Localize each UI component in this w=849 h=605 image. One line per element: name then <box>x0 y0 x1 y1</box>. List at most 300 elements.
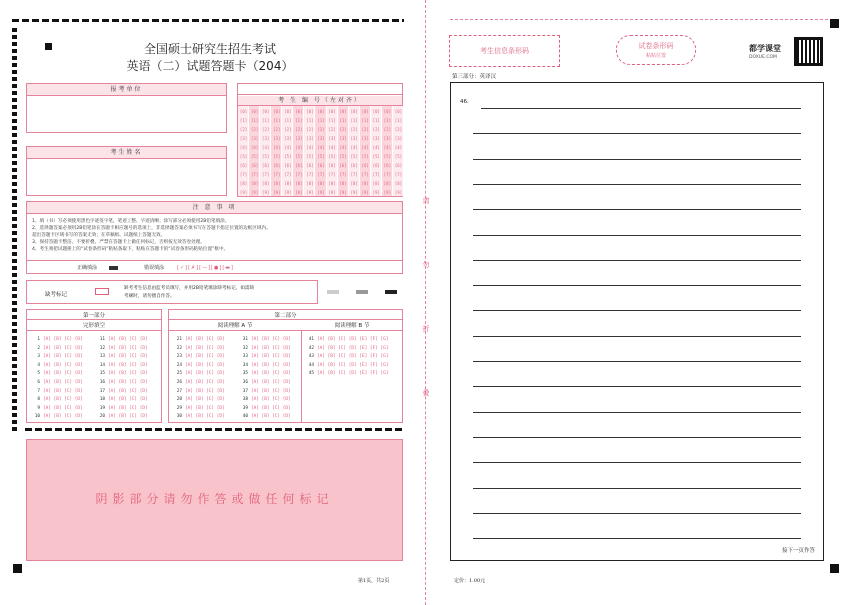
id-digit-bubble[interactable]: [1] <box>295 118 303 123</box>
id-digit-bubble[interactable]: [7] <box>361 172 369 177</box>
question-number: 26 <box>176 380 182 385</box>
answer-line[interactable] <box>473 513 801 514</box>
answer-line[interactable] <box>473 184 801 185</box>
question-row[interactable] <box>239 363 291 368</box>
id-digit-bubble[interactable]: [1] <box>328 118 336 123</box>
answer-options[interactable]: [A] [B] [C] [D] <box>108 354 148 360</box>
answer-line[interactable] <box>481 108 801 109</box>
id-digit-bubble[interactable]: [4] <box>328 145 336 150</box>
answer-options[interactable]: [A] [B] [C] [D] <box>251 354 291 360</box>
question-row[interactable] <box>173 371 225 376</box>
id-digit-bubble[interactable]: [3] <box>262 136 270 141</box>
answer-line[interactable] <box>473 209 801 210</box>
id-digit-bubble[interactable]: [3] <box>383 136 391 141</box>
question-number: 44 <box>308 362 314 368</box>
answer-line[interactable] <box>473 159 801 160</box>
id-digit-bubble[interactable]: [3] <box>284 136 292 141</box>
question-number: 27 <box>176 388 182 394</box>
answer-options[interactable]: [A] [B] [C] [D] <box>43 388 83 394</box>
id-digit-bubble[interactable]: [2] <box>383 127 391 132</box>
id-digit-bubble[interactable]: [9] <box>317 190 325 195</box>
name-label: 考生姓名 <box>27 147 226 159</box>
question-row[interactable] <box>239 337 291 342</box>
id-digit-bubble[interactable]: [4] <box>273 145 281 150</box>
id-digit-bubble[interactable]: [4] <box>361 145 369 150</box>
answer-options[interactable]: [A] [B] [C] [D] <box>108 337 148 342</box>
id-digit-bubble[interactable]: [5] <box>350 154 358 159</box>
answer-options[interactable]: [A] [B] [C] [D] <box>251 388 291 394</box>
id-digit-bubble[interactable]: [7] <box>317 172 325 177</box>
part1-sub: 完形填空 <box>82 323 105 329</box>
question-number: 20 <box>99 414 105 420</box>
question-row[interactable] <box>305 354 388 359</box>
id-digit-bubble[interactable]: [4] <box>317 145 325 150</box>
answer-line[interactable] <box>473 462 801 463</box>
id-digit-bubble[interactable]: [0] <box>262 109 270 114</box>
question-row[interactable] <box>239 346 291 351</box>
id-digit-bubble[interactable]: [6] <box>383 163 391 168</box>
question-number: 6 <box>37 380 40 385</box>
id-column[interactable] <box>260 106 271 196</box>
answer-options[interactable]: [A] [B] [C] [D] <box>185 337 225 342</box>
id-digit-bubble[interactable]: [3] <box>239 136 248 141</box>
question-row[interactable] <box>96 371 148 376</box>
answer-options[interactable]: [A] [B] [C] [D] <box>108 362 148 368</box>
id-digit-bubble[interactable]: [1] <box>239 118 248 123</box>
id-digit-bubble[interactable]: [3] <box>339 136 347 141</box>
id-digit-bubble[interactable]: [9] <box>394 190 403 195</box>
id-digit-bubble[interactable]: [2] <box>295 127 303 132</box>
qr-code-icon <box>794 37 823 66</box>
question-row[interactable] <box>31 397 83 402</box>
answer-options[interactable]: [A] [B] [C] [D] [E] [F] [G] <box>317 371 389 377</box>
id-digit-bubble[interactable]: [1] <box>339 118 347 123</box>
id-digit-bubble[interactable]: [6] <box>273 163 281 168</box>
id-digit-bubble[interactable]: [0] <box>284 109 292 114</box>
answer-options[interactable]: [A] [B] [C] [D] [E] [F] [G] <box>317 337 389 342</box>
id-digit-bubble[interactable]: [7] <box>383 172 391 177</box>
id-digit-bubble[interactable]: [2] <box>317 127 325 132</box>
answer-options[interactable]: [A] [B] [C] [D] <box>43 371 83 377</box>
logo-sub: DOXUE.COM <box>749 55 777 60</box>
id-digit-bubble[interactable]: [8] <box>394 181 403 186</box>
candidate-id-grid[interactable] <box>238 106 402 196</box>
id-digit-bubble[interactable]: [1] <box>383 118 391 123</box>
question-row[interactable] <box>305 337 388 342</box>
id-digit-bubble[interactable]: [5] <box>383 154 391 159</box>
question-row[interactable] <box>96 414 148 419</box>
answer-line[interactable] <box>473 538 801 539</box>
id-digit-bubble[interactable]: [7] <box>394 172 403 177</box>
id-digit-bubble[interactable]: [6] <box>339 163 347 168</box>
id-digit-bubble[interactable]: [7] <box>372 172 380 177</box>
answer-options[interactable]: [A] [B] [C] [D] <box>185 397 225 403</box>
id-digit-bubble[interactable]: [0] <box>394 109 403 114</box>
question-row[interactable] <box>305 363 388 368</box>
id-digit-bubble[interactable]: [6] <box>250 163 259 168</box>
id-digit-bubble[interactable]: [1] <box>317 118 325 123</box>
answer-options[interactable]: [A] [B] [C] [D] <box>251 414 291 420</box>
id-digit-bubble[interactable]: [2] <box>328 127 336 132</box>
question-row[interactable] <box>173 354 225 359</box>
answer-options[interactable]: [A] [B] [C] [D] <box>251 337 291 342</box>
answer-line[interactable] <box>473 235 801 236</box>
id-digit-bubble[interactable]: [0] <box>328 109 336 114</box>
question-row[interactable] <box>305 371 388 376</box>
name-box[interactable] <box>26 146 227 196</box>
id-digit-bubble[interactable]: [9] <box>306 190 314 195</box>
id-digit-bubble[interactable]: [1] <box>306 118 314 123</box>
top-right-dashes <box>450 19 840 20</box>
question-row[interactable] <box>96 346 148 351</box>
question-row[interactable] <box>173 397 225 402</box>
answer-options[interactable]: [A] [B] [C] [D] <box>108 388 148 394</box>
id-digit-bubble[interactable]: [1] <box>372 118 380 123</box>
id-digit-bubble[interactable]: [2] <box>361 127 369 132</box>
id-digit-bubble[interactable]: [4] <box>339 145 347 150</box>
id-digit-bubble[interactable]: [5] <box>306 154 314 159</box>
id-digit-bubble[interactable]: [3] <box>361 136 369 141</box>
id-digit-bubble[interactable]: [2] <box>284 127 292 132</box>
id-digit-bubble[interactable]: [6] <box>372 163 380 168</box>
id-column[interactable] <box>271 106 282 196</box>
id-digit-bubble[interactable]: [0] <box>239 109 248 114</box>
id-digit-bubble[interactable]: [5] <box>250 154 259 159</box>
id-digit-bubble[interactable]: [5] <box>317 154 325 159</box>
id-digit-bubble[interactable]: [7] <box>239 172 248 177</box>
id-digit-bubble[interactable]: [4] <box>372 145 380 150</box>
question-row[interactable] <box>239 406 291 411</box>
question-row[interactable] <box>31 363 83 368</box>
question-row[interactable] <box>239 354 291 359</box>
answer-line[interactable] <box>473 285 801 286</box>
id-digit-bubble[interactable]: [0] <box>306 109 314 114</box>
id-digit-bubble[interactable]: [5] <box>295 154 303 159</box>
id-digit-bubble[interactable]: [4] <box>350 145 358 150</box>
id-digit-bubble[interactable]: [8] <box>383 181 391 186</box>
answer-options[interactable]: [A] [B] [C] [D] <box>108 371 148 377</box>
answer-options[interactable]: [A] [B] [C] [D] <box>43 414 83 420</box>
id-digit-bubble[interactable]: [4] <box>262 145 270 150</box>
answer-options[interactable]: [A] [B] [C] [D] <box>108 380 148 385</box>
answer-options[interactable]: [A] [B] [C] [D] <box>251 380 291 385</box>
question-number: 11 <box>99 337 105 342</box>
question-number: 23 <box>176 354 182 360</box>
answer-options[interactable]: [A] [B] [C] [D] <box>185 362 225 368</box>
id-digit-bubble[interactable]: [0] <box>273 109 281 114</box>
id-digit-bubble[interactable]: [5] <box>273 154 281 159</box>
id-digit-bubble[interactable]: [6] <box>328 163 336 168</box>
id-digit-bubble[interactable]: [3] <box>328 136 336 141</box>
id-digit-bubble[interactable]: [4] <box>250 145 259 150</box>
id-digit-bubble[interactable]: [9] <box>295 190 303 195</box>
id-digit-bubble[interactable]: [7] <box>262 172 270 177</box>
id-digit-bubble[interactable]: [5] <box>339 154 347 159</box>
answer-line[interactable] <box>473 133 801 134</box>
id-digit-bubble[interactable]: [8] <box>262 181 270 186</box>
answer-options[interactable]: [A] [B] [C] [D] <box>251 371 291 377</box>
answer-options[interactable]: [A] [B] [C] [D] <box>43 380 83 385</box>
id-digit-bubble[interactable]: [6] <box>262 163 270 168</box>
question-row[interactable] <box>239 380 291 385</box>
answer-options[interactable]: [A] [B] [C] [D] <box>185 414 225 420</box>
question-row[interactable] <box>31 346 83 351</box>
answer-options[interactable]: [A] [B] [C] [D] <box>185 388 225 394</box>
answer-options[interactable]: [A] [B] [C] [D] <box>251 362 291 368</box>
id-column[interactable] <box>282 106 293 196</box>
answer-options[interactable]: [A] [B] [C] [D] <box>108 345 148 351</box>
question-row[interactable] <box>239 371 291 376</box>
id-digit-bubble[interactable]: [6] <box>361 163 369 168</box>
question-row[interactable] <box>96 397 148 402</box>
id-digit-bubble[interactable]: [8] <box>339 181 347 186</box>
answer-options[interactable]: [A] [B] [C] [D] <box>185 354 225 360</box>
id-digit-bubble[interactable]: [1] <box>250 118 259 123</box>
id-digit-bubble[interactable]: [6] <box>239 163 248 168</box>
absent-checkbox[interactable] <box>95 288 109 295</box>
id-digit-bubble[interactable]: [0] <box>250 109 259 114</box>
id-digit-bubble[interactable]: [5] <box>394 154 403 159</box>
id-digit-bubble[interactable]: [4] <box>383 145 391 150</box>
question-number: 15 <box>99 371 105 377</box>
candidate-id-box[interactable] <box>237 83 403 197</box>
id-digit-bubble[interactable]: [4] <box>284 145 292 150</box>
id-digit-bubble[interactable]: [0] <box>317 109 325 114</box>
id-digit-bubble[interactable]: [6] <box>350 163 358 168</box>
question-row[interactable] <box>31 389 83 394</box>
id-column[interactable] <box>338 106 349 196</box>
id-digit-bubble[interactable]: [6] <box>295 163 303 168</box>
question-row[interactable] <box>173 363 225 368</box>
answer-options[interactable]: [A] [B] [C] [D] <box>43 354 83 360</box>
id-digit-bubble[interactable]: [2] <box>273 127 281 132</box>
id-digit-bubble[interactable]: [3] <box>317 136 325 141</box>
id-digit-bubble[interactable]: [0] <box>350 109 358 114</box>
answer-options[interactable]: [A] [B] [C] [D] <box>43 405 83 411</box>
id-digit-bubble[interactable]: [1] <box>284 118 292 123</box>
id-digit-bubble[interactable]: [5] <box>372 154 380 159</box>
answer-options[interactable]: [A] [B] [C] [D] <box>108 405 148 411</box>
id-digit-bubble[interactable]: [8] <box>350 181 358 186</box>
answer-options[interactable]: [A] [B] [C] [D] <box>251 405 291 411</box>
answer-options[interactable]: [A] [B] [C] [D] <box>185 405 225 411</box>
title-line2: 英语（二）试题答题卡（204） <box>126 59 294 73</box>
id-digit-bubble[interactable]: [3] <box>295 136 303 141</box>
id-digit-bubble[interactable]: [9] <box>361 190 369 195</box>
question-number: 25 <box>176 371 182 377</box>
id-digit-bubble[interactable]: [6] <box>317 163 325 168</box>
question-row[interactable] <box>96 337 148 342</box>
answer-options[interactable]: [A] [B] [C] [D] <box>185 371 225 377</box>
id-digit-bubble[interactable]: [2] <box>239 127 248 132</box>
question-row[interactable] <box>96 363 148 368</box>
id-column[interactable] <box>238 106 249 196</box>
id-digit-bubble[interactable]: [7] <box>284 172 292 177</box>
id-digit-bubble[interactable]: [1] <box>361 118 369 123</box>
id-digit-bubble[interactable]: [7] <box>350 172 358 177</box>
answer-options[interactable]: [A] [B] [C] [D] <box>185 380 225 385</box>
answer-line[interactable] <box>473 336 801 337</box>
question-row[interactable] <box>31 354 83 359</box>
id-digit-bubble[interactable]: [8] <box>317 181 325 186</box>
question-row[interactable] <box>173 380 225 385</box>
unit-box[interactable] <box>26 83 227 133</box>
id-digit-bubble[interactable]: [8] <box>284 181 292 186</box>
id-column[interactable] <box>360 106 371 196</box>
answer-options[interactable]: [A] [B] [C] [D] [E] [F] [G] <box>317 345 389 351</box>
id-digit-bubble[interactable]: [7] <box>295 172 303 177</box>
answer-line[interactable] <box>473 386 801 387</box>
id-digit-bubble[interactable]: [8] <box>361 181 369 186</box>
question-number: 32 <box>242 345 248 351</box>
question-row[interactable] <box>173 406 225 411</box>
question-row[interactable] <box>31 371 83 376</box>
id-column[interactable] <box>315 106 326 196</box>
answer-options[interactable]: [A] [B] [C] [D] <box>251 397 291 403</box>
id-digit-bubble[interactable]: [9] <box>339 190 347 195</box>
id-digit-bubble[interactable]: [7] <box>273 172 281 177</box>
question-row[interactable] <box>96 389 148 394</box>
id-column[interactable] <box>327 106 338 196</box>
question-number: 42 <box>308 345 314 351</box>
id-digit-bubble[interactable]: [5] <box>239 154 248 159</box>
id-digit-bubble[interactable]: [7] <box>306 172 314 177</box>
id-digit-bubble[interactable]: [1] <box>273 118 281 123</box>
id-digit-bubble[interactable]: [2] <box>306 127 314 132</box>
id-digit-bubble[interactable]: [0] <box>361 109 369 114</box>
id-digit-bubble[interactable]: [8] <box>250 181 259 186</box>
id-column[interactable] <box>382 106 393 196</box>
question-number: 31 <box>242 337 248 342</box>
page-number-left: 第1页，共2页 <box>358 578 390 584</box>
answer-options[interactable]: [A] [B] [C] [D] <box>108 397 148 403</box>
answer-options[interactable]: [A] [B] [C] [D] <box>43 345 83 351</box>
id-digit-bubble[interactable]: [6] <box>306 163 314 168</box>
answer-options[interactable]: [A] [B] [C] [D] <box>43 362 83 368</box>
answer-options[interactable]: [A] [B] [C] [D] [E] [F] [G] <box>317 354 389 360</box>
question-row[interactable] <box>96 354 148 359</box>
answer-line[interactable] <box>473 488 801 489</box>
id-digit-bubble[interactable]: [8] <box>328 181 336 186</box>
id-digit-bubble[interactable]: [9] <box>262 190 270 195</box>
id-digit-bubble[interactable]: [7] <box>339 172 347 177</box>
question-row[interactable] <box>239 397 291 402</box>
id-digit-bubble[interactable]: [9] <box>372 190 380 195</box>
question-row[interactable] <box>173 346 225 351</box>
id-digit-bubble[interactable]: [8] <box>306 181 314 186</box>
question-row[interactable] <box>31 414 83 419</box>
id-digit-bubble[interactable]: [8] <box>372 181 380 186</box>
answer-options[interactable]: [A] [B] [C] [D] [E] [F] [G] <box>317 362 389 368</box>
id-digit-bubble[interactable]: [6] <box>394 163 403 168</box>
id-digit-bubble[interactable]: [2] <box>394 127 403 132</box>
answer-options[interactable]: [A] [B] [C] [D] <box>43 337 83 342</box>
id-digit-bubble[interactable]: [0] <box>383 109 391 114</box>
id-column[interactable] <box>393 106 404 196</box>
question-row[interactable] <box>31 380 83 385</box>
question-row[interactable] <box>96 406 148 411</box>
id-digit-bubble[interactable]: [9] <box>383 190 391 195</box>
answer-options[interactable]: [A] [B] [C] [D] <box>108 414 148 420</box>
id-digit-bubble[interactable]: [1] <box>350 118 358 123</box>
id-digit-bubble[interactable]: [5] <box>328 154 336 159</box>
id-column[interactable] <box>249 106 260 196</box>
question-row[interactable] <box>239 414 291 419</box>
id-digit-bubble[interactable]: [2] <box>250 127 259 132</box>
id-digit-bubble[interactable]: [3] <box>273 136 281 141</box>
id-digit-bubble[interactable]: [9] <box>239 190 248 195</box>
answer-box[interactable] <box>450 82 824 561</box>
id-column[interactable] <box>293 106 304 196</box>
question-row[interactable] <box>173 389 225 394</box>
id-digit-bubble[interactable]: [4] <box>239 145 248 150</box>
id-digit-bubble[interactable]: [9] <box>273 190 281 195</box>
answer-line[interactable] <box>473 310 801 311</box>
question-row[interactable] <box>31 406 83 411</box>
id-digit-bubble[interactable]: [9] <box>328 190 336 195</box>
question-row[interactable] <box>305 346 388 351</box>
fold-warning-char: 勿 <box>422 261 430 269</box>
answer-line[interactable] <box>473 437 801 438</box>
id-digit-bubble[interactable]: [8] <box>239 181 248 186</box>
id-digit-bubble[interactable]: [3] <box>350 136 358 141</box>
id-digit-bubble[interactable]: [2] <box>339 127 347 132</box>
id-digit-bubble[interactable]: [0] <box>339 109 347 114</box>
id-digit-bubble[interactable]: [0] <box>295 109 303 114</box>
id-digit-bubble[interactable]: [9] <box>250 190 259 195</box>
question-number: 41 <box>308 337 314 342</box>
id-digit-bubble[interactable]: [0] <box>372 109 380 114</box>
id-digit-bubble[interactable]: [5] <box>361 154 369 159</box>
id-digit-bubble[interactable]: [8] <box>295 181 303 186</box>
id-column[interactable] <box>349 106 360 196</box>
question-row[interactable] <box>31 337 83 342</box>
question-row[interactable] <box>173 337 225 342</box>
id-digit-bubble[interactable]: [4] <box>295 145 303 150</box>
id-digit-bubble[interactable]: [3] <box>250 136 259 141</box>
id-digit-bubble[interactable]: [7] <box>250 172 259 177</box>
id-digit-bubble[interactable]: [9] <box>284 190 292 195</box>
id-digit-bubble[interactable]: [2] <box>372 127 380 132</box>
question-row[interactable] <box>173 414 225 419</box>
answer-line[interactable] <box>473 260 801 261</box>
id-digit-bubble[interactable]: [3] <box>372 136 380 141</box>
id-digit-bubble[interactable]: [1] <box>394 118 403 123</box>
id-digit-bubble[interactable]: [2] <box>262 127 270 132</box>
id-digit-bubble[interactable]: [3] <box>394 136 403 141</box>
id-digit-bubble[interactable]: [5] <box>262 154 270 159</box>
id-digit-bubble[interactable]: [5] <box>284 154 292 159</box>
question-row[interactable] <box>239 389 291 394</box>
id-digit-bubble[interactable]: [6] <box>284 163 292 168</box>
answer-line[interactable] <box>473 412 801 413</box>
id-digit-bubble[interactable]: [9] <box>350 190 358 195</box>
id-digit-bubble[interactable]: [4] <box>306 145 314 150</box>
answer-options[interactable]: [A] [B] [C] [D] <box>43 397 83 403</box>
id-digit-bubble[interactable]: [7] <box>328 172 336 177</box>
answer-options[interactable]: [A] [B] [C] [D] <box>185 345 225 351</box>
question-row[interactable] <box>96 380 148 385</box>
id-column[interactable] <box>304 106 315 196</box>
id-digit-bubble[interactable]: [4] <box>394 145 403 150</box>
answer-options[interactable]: [A] [B] [C] [D] <box>251 345 291 351</box>
id-column[interactable] <box>371 106 382 196</box>
id-digit-bubble[interactable]: [8] <box>273 181 281 186</box>
id-digit-bubble[interactable]: [1] <box>262 118 270 123</box>
id-digit-bubble[interactable]: [3] <box>306 136 314 141</box>
answer-line[interactable] <box>473 361 801 362</box>
id-digit-bubble[interactable]: [2] <box>350 127 358 132</box>
